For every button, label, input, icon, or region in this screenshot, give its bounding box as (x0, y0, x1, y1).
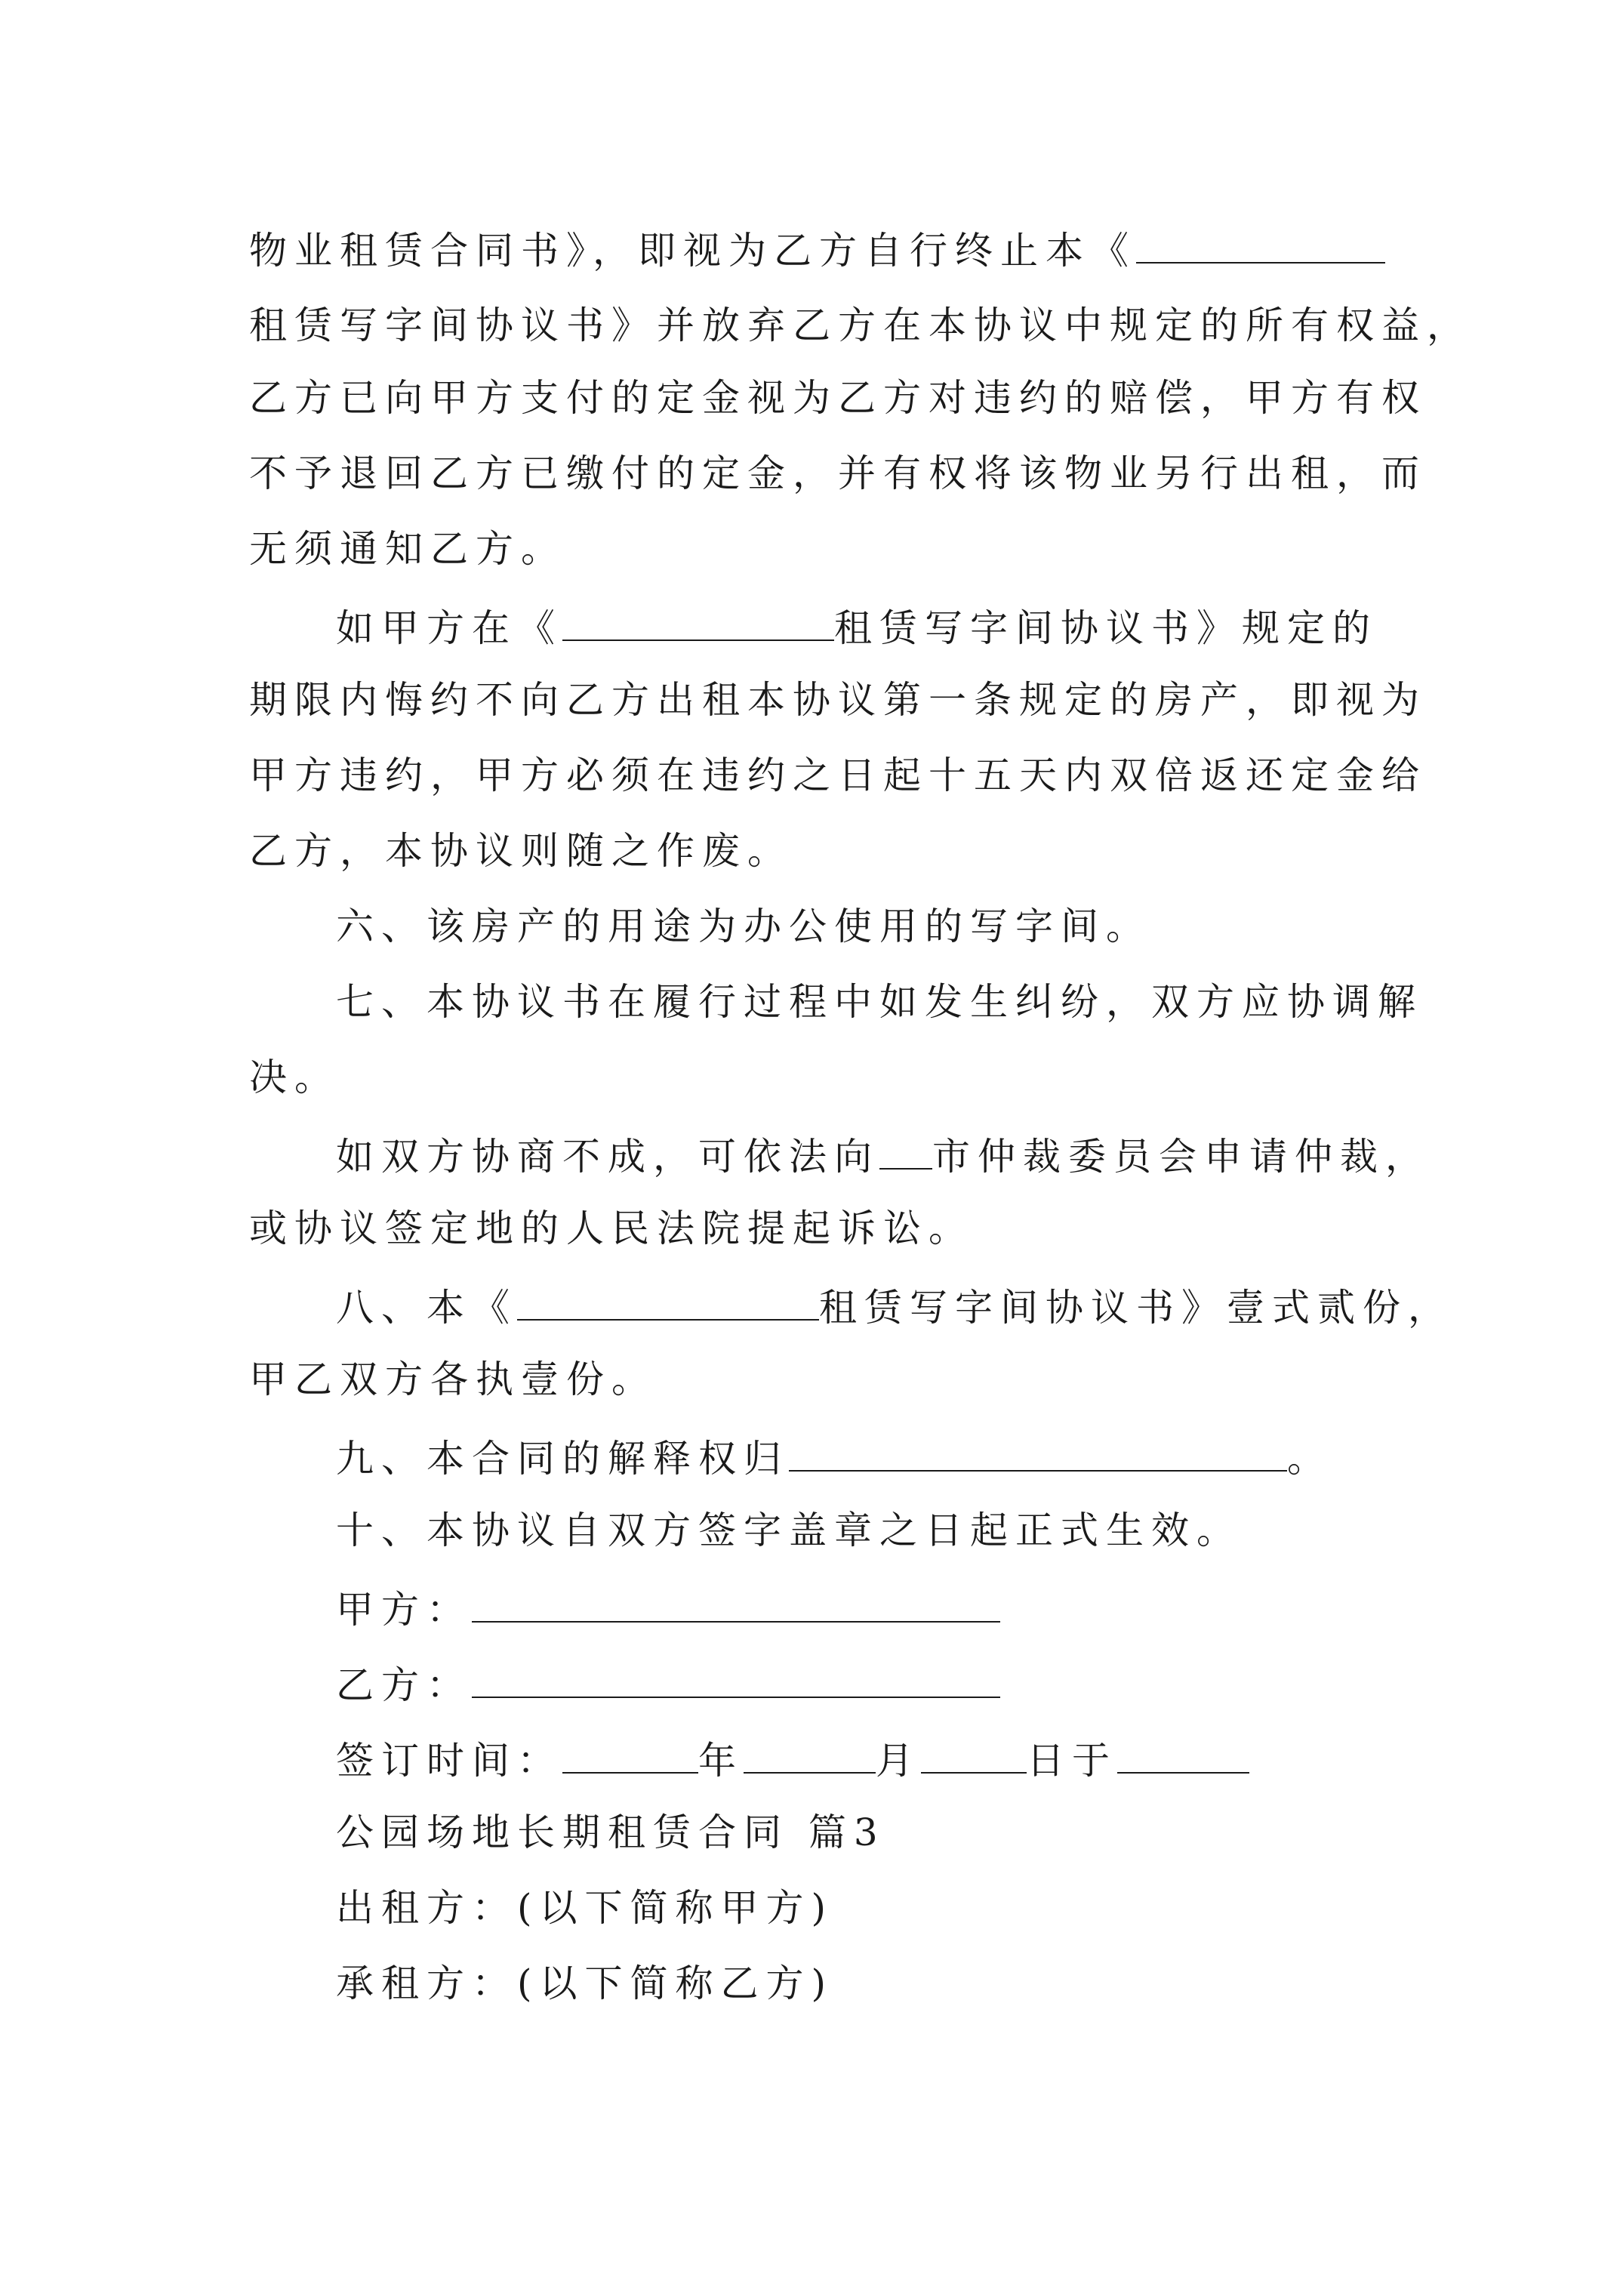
clause-ten: 十、本协议自双方签字盖章之日起正式生效。 (336, 1509, 1242, 1552)
lessee-line: 承租方：(以下简称乙方) (336, 1962, 834, 2005)
paragraph-line: 期限内悔约不向乙方出租本协议第一条规定的房产，即视为 (249, 678, 1427, 722)
clause-nine: 九、本合同的解释权归 。 (336, 1432, 1332, 1478)
fill-in-blank (562, 602, 834, 641)
paragraph-line: 如双方协商不成，可依法向 市仲裁委员会申请仲裁， (336, 1130, 1431, 1176)
clause-eight: 八、本《 租赁写字间协议书》壹式贰份， (336, 1281, 1453, 1327)
place-blank (1117, 1734, 1249, 1774)
section-title: 公园场地长期租赁合同 篇3 (336, 1811, 885, 1854)
month-blank (744, 1734, 876, 1774)
party-a-blank (472, 1583, 1000, 1623)
year-blank (562, 1734, 698, 1774)
fill-in-blank (789, 1432, 1287, 1472)
day-blank (921, 1734, 1027, 1774)
clause-seven: 七、本协议书在履行过程中如发生纠纷，双方应协调解 (336, 980, 1423, 1024)
fill-in-blank (879, 1130, 932, 1170)
paragraph-line: 物业租赁合同书》，即视为乙方自行终止本《 (249, 224, 1385, 270)
paragraph-line: 乙方，本协议则随之作废。 (249, 829, 793, 873)
paragraph-line: 或协议签定地的人民法院提起诉讼。 (249, 1207, 974, 1250)
paragraph-line: 甲方违约，甲方必须在违约之日起十五天内双倍返还定金给 (249, 754, 1427, 797)
fill-in-blank (1136, 224, 1385, 264)
paragraph-line: 不予退回乙方已缴付的定金，并有权将该物业另行出租，而 (249, 451, 1427, 495)
paragraph-line: 乙方已向甲方支付的定金视为乙方对违约的赔偿，甲方有权 (249, 376, 1427, 420)
party-b-blank (472, 1659, 1000, 1698)
paragraph-line: 租赁写字间协议书》并放弃乙方在本协议中规定的所有权益， (249, 304, 1472, 347)
party-b-signature: 乙方： (336, 1659, 1000, 1704)
clause-six: 六、该房产的用途为办公使用的写字间。 (336, 905, 1151, 948)
fill-in-blank (517, 1281, 819, 1321)
paragraph-line: 无须通知乙方。 (249, 527, 566, 571)
paragraph-line: 决。 (249, 1056, 340, 1099)
signing-date: 签订时间： 年 月 日于 (336, 1734, 1249, 1780)
lessor-line: 出租方：(以下简称甲方) (336, 1886, 834, 1930)
paragraph-line: 甲乙双方各执壹份。 (249, 1358, 657, 1401)
party-a-signature: 甲方： (336, 1583, 1000, 1629)
paragraph-line: 如甲方在《 租赁写字间协议书》规定的 (336, 602, 1378, 647)
